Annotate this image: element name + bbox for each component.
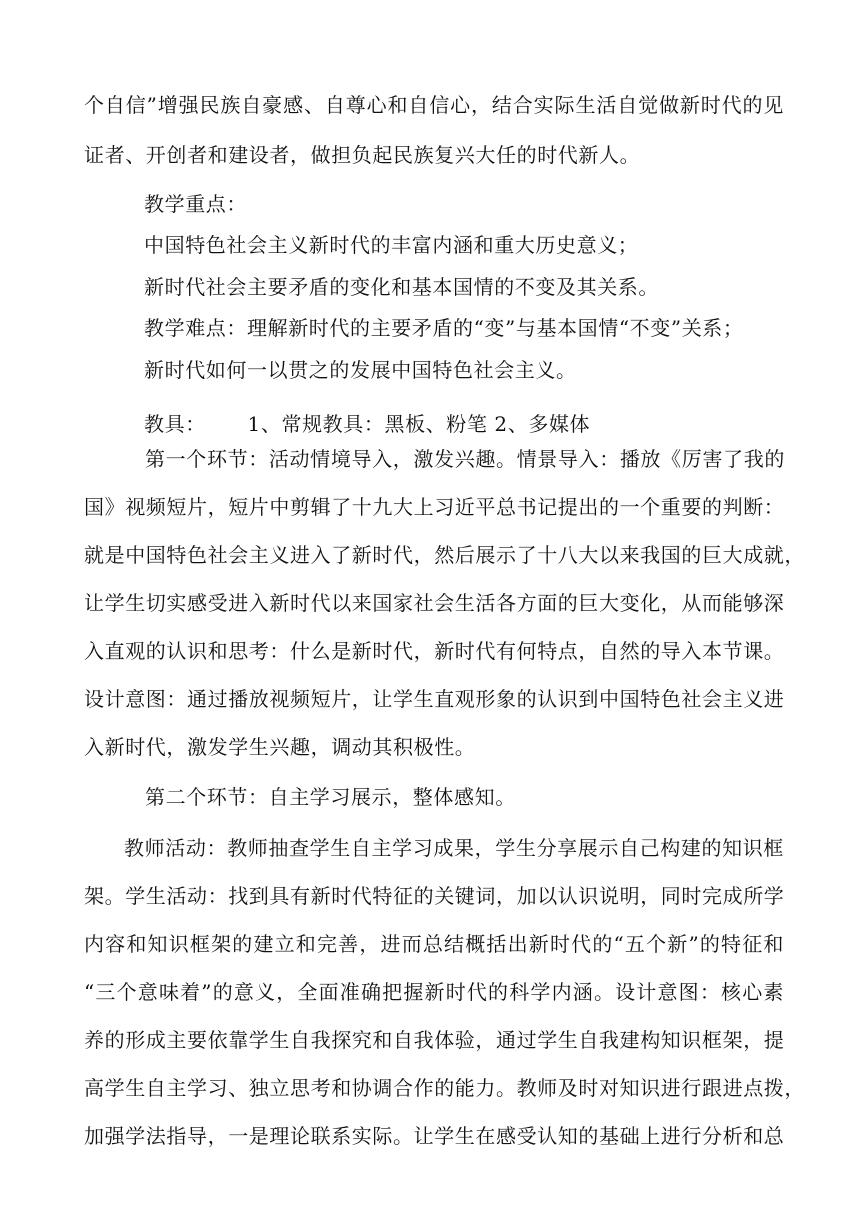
text-line-12: 让学生切实感受进入新时代以来国家社会生活各方面的巨大变化，从而能够深 (84, 591, 785, 615)
text-line-2: 证者、开创者和建设者，做担负起民族复兴大任的时代新人。 (84, 143, 641, 167)
text-line-21: 养的形成主要依靠学生自我探究和自我体验，通过学生自我建构知识框架，提 (84, 1028, 785, 1052)
text-line-10: 国》视频短片，短片中剪辑了十九大上习近平总书记提出的一个重要的判断： (84, 495, 785, 519)
text-line-1: 个自信”增强民族自豪感、自尊心和自信心，结合实际生活自觉做新时代的见 (84, 93, 784, 117)
heading-teaching-difficulty: 教学难点：理解新时代的主要矛盾的“变”与基本国情“不变”关系； (144, 316, 744, 340)
text-line-14: 设计意图：通过播放视频短片，让学生直观形象的认识到中国特色社会主义进 (84, 687, 785, 711)
text-line-15: 入新时代，激发学生兴趣，调动其积极性。 (84, 735, 476, 759)
text-line-9: 第一个环节：活动情境导入，激发兴趣。情景导入：播放《厉害了我的 (145, 447, 785, 471)
text-line-22: 高学生自主学习、独立思考和协调合作的能力。教师及时对知识进行跟进点拨， (84, 1076, 805, 1100)
text-line-7: 新时代如何一以贯之的发展中国特色社会主义。 (144, 358, 577, 382)
text-line-17: 教师活动：教师抽查学生自主学习成果，学生分享展示自己构建的知识框 (124, 836, 784, 860)
text-line-13: 入直观的认识和思考：什么是新时代，新时代有何特点，自然的导入本节课。 (84, 639, 785, 663)
text-line-20: “三个意味着”的意义，全面准确把握新时代的科学内涵。设计意图：核心素 (84, 980, 784, 1004)
text-line-18: 架。学生活动：找到具有新时代特征的关键词，加以认识说明，同时完成所学 (84, 884, 785, 908)
teaching-tools-line: 教具： 1、常规教具：黑板、粉笔 2、多媒体 (144, 412, 591, 436)
text-line-19: 内容和知识框架的建立和完善，进而总结概括出新时代的“五个新”的特征和 (84, 932, 784, 956)
text-line-11: 就是中国特色社会主义进入了新时代，然后展示了十八大以来我国的巨大成就， (84, 543, 805, 567)
heading-second-section: 第二个环节：自主学习展示，整体感知。 (145, 785, 516, 809)
text-line-4: 中国特色社会主义新时代的丰富内涵和重大历史意义； (144, 233, 639, 257)
text-line-5: 新时代社会主要矛盾的变化和基本国情的不变及其关系。 (144, 275, 659, 299)
heading-teaching-focus: 教学重点： (144, 192, 247, 216)
text-line-23: 加强学法指导，一是理论联系实际。让学生在感受认知的基础上进行分析和总 (84, 1124, 785, 1148)
